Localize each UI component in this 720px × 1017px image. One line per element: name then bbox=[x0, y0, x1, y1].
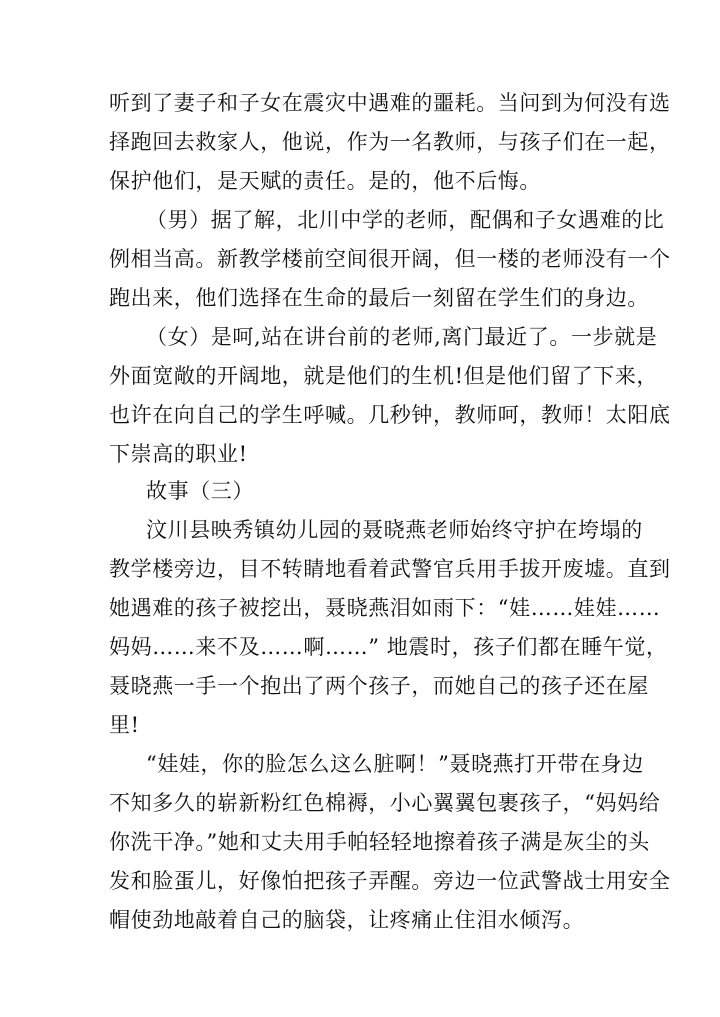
text-line: 帽使劲地敲着自己的脑袋，让疼痛止住泪水倾泻。 bbox=[109, 908, 585, 932]
text-line: 里! bbox=[109, 713, 140, 737]
text-line: 不知多久的崭新粉红色棉褥，小心翼翼包裹孩子，“妈妈给 bbox=[109, 791, 661, 815]
text-line: 择跑回去救家人，他说，作为一名教师，与孩子们在一起， bbox=[109, 130, 671, 154]
text-line: 她遇难的孩子被挖出，聂晓燕泪如雨下：“娃……娃娃…… bbox=[109, 596, 661, 620]
paragraph-first-line: 汶川县映秀镇幼儿园的聂晓燕老师始终守护在垮塌的 bbox=[146, 518, 643, 542]
text-line: 下崇高的职业! bbox=[109, 442, 248, 466]
text-line: 妈妈……来不及……啊……” 地震时，孩子们都在睡午觉， bbox=[109, 635, 668, 659]
paragraph-first-line: （女）是呵,站在讲台前的老师,离门最近了。一步就是 bbox=[146, 325, 658, 349]
paragraph-first-line: “娃娃，你的脸怎么这么脏啊！”聂晓燕打开带在身边 bbox=[146, 752, 644, 776]
text-line: 外面宽敞的开阔地，就是他们的生机!但是他们留了下来， bbox=[109, 364, 659, 388]
text-line: 跑出来，他们选择在生命的最后一刻留在学生们的身边。 bbox=[109, 286, 649, 310]
section-heading: 故事（三） bbox=[146, 479, 254, 503]
text-line: 你洗干净。”她和丈夫用手帕轻轻地擦着孩子满是灰尘的头 bbox=[109, 830, 650, 854]
text-line: 教学楼旁边，目不转睛地看着武警官兵用手拔开废墟。直到 bbox=[109, 557, 671, 581]
text-line: 发和脸蛋儿，好像怕把孩子弄醒。旁边一位武警战士用安全 bbox=[109, 869, 671, 893]
text-line: 听到了妻子和子女在震灾中遇难的噩耗。当问到为何没有选 bbox=[109, 91, 671, 115]
paragraph-first-line: （男）据了解，北川中学的老师，配偶和子女遇难的比 bbox=[146, 208, 665, 232]
text-line: 例相当高。新教学楼前空间很开阔，但一楼的老师没有一个 bbox=[109, 247, 671, 271]
text-line: 保护他们，是天赋的责任。是的，他不后悔。 bbox=[109, 169, 541, 193]
text-line: 也许在向自己的学生呼喊。几秒钟，教师呵，教师！太阳底 bbox=[109, 403, 671, 427]
text-line: 聂晓燕一手一个抱出了两个孩子，而她自己的孩子还在屋 bbox=[109, 674, 649, 698]
